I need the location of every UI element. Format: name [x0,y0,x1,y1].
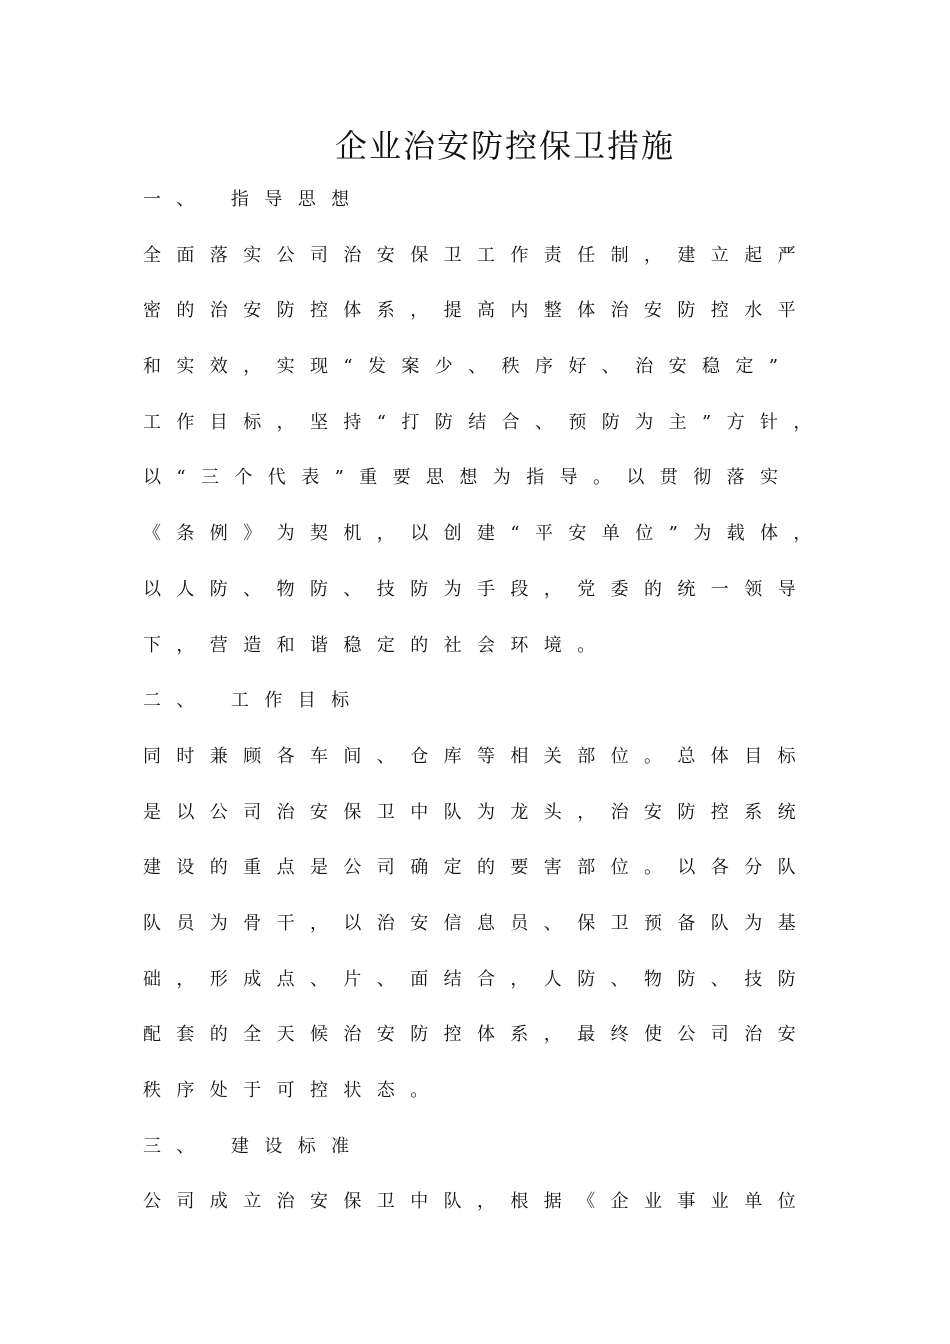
paragraph-line: 以“三个代表”重要思想为指导。以贯彻落实 [143,467,794,489]
section-heading: 一、 指导思想 [143,189,365,210]
paragraph-line: 全面落实公司治安保卫工作责任制，建立起严 [143,244,811,266]
paragraph-line: 是以公司治安保卫中队为龙头，治安防控系统 [143,801,811,823]
paragraph-line: 配套的全天候治安防控体系，最终使公司治安 [143,1024,811,1046]
paragraph-line: 密的治安防控体系，提高内整体治安防控水平 [143,300,811,322]
paragraph-line: 《条例》为契机，以创建“平安单位”为载体， [143,523,827,545]
paragraph-line: 工作目标，坚持“打防结合、预防为主”方针， [143,411,827,433]
paragraph-line: 建设的重点是公司确定的要害部位。以各分队 [143,857,811,879]
section-heading: 二、 工作目标 [143,690,365,712]
paragraph-line: 公司成立治安保卫中队，根据《企业事业单位 [143,1191,811,1213]
document-title: 企业治安防控保卫措施 [334,127,675,165]
paragraph-line: 下，营造和谐稳定的社会环境。 [143,634,611,656]
section-heading: 三、 建设标准 [143,1135,365,1157]
paragraph-line: 础，形成点、片、面结合，人防、物防、技防 [143,968,811,990]
paragraph-line: 以人防、物防、技防为手段，党委的统一领导 [143,578,811,600]
paragraph-line: 队员为骨干，以治安信息员、保卫预备队为基 [143,912,811,934]
paragraph-line: 和实效，实现“发案少、秩序好、治安稳定” [143,356,794,378]
document-body [143,182,843,1240]
paragraph-line: 秩序处于可控状态。 [143,1080,444,1101]
paragraph-line: 同时兼顾各车间、仓库等相关部位。总体目标 [143,745,811,767]
